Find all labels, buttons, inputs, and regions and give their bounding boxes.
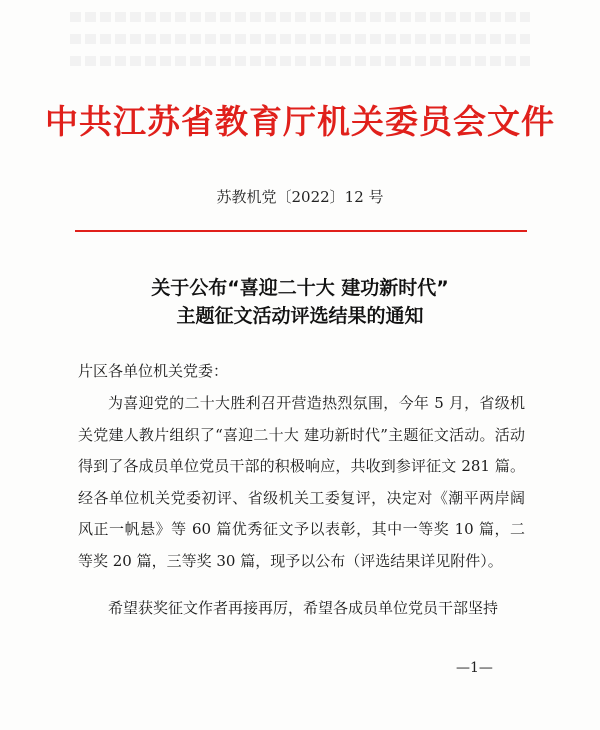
page-number: —1— [456, 660, 493, 676]
bleed-through-text [70, 34, 530, 44]
document-number: 苏教机党〔2022〕12 号 [216, 188, 384, 206]
bleed-through-text [70, 56, 530, 66]
red-divider-line [75, 230, 527, 232]
body-paragraph-2: 希望获奖征文作者再接再厉，希望各成员单位党员干部坚持 [108, 599, 499, 617]
notice-title-line-2: 主题征文活动评选结果的通知 [176, 305, 424, 327]
bleed-through-text [70, 12, 530, 22]
notice-title-line-1: 关于公布“喜迎二十大 建功新时代” [151, 277, 449, 299]
body-paragraph-1: 为喜迎党的二十大胜利召开营造热烈氛围，今年 5 月，省级机关党建人教片组织了“喜迎二十大 建功新时代”主题征文活动。活动得到了各成员单位党员干部的积极响应，共收到参评征文 281 篇。经各单位机关党委初评、省级机关工委复评，决定对《潮平两岸阔 风正一帆悬》等 60 篇优秀征文予以表彰，其中一等奖 10 篇，二等奖 20 篇，三等奖 30 篇，现予以公布（评选结果详见附件）。 [78, 394, 525, 570]
salutation: 片区各单位机关党委： [78, 362, 229, 380]
document-header-title: 中共江苏省教育厅机关委员会文件 [45, 102, 555, 141]
